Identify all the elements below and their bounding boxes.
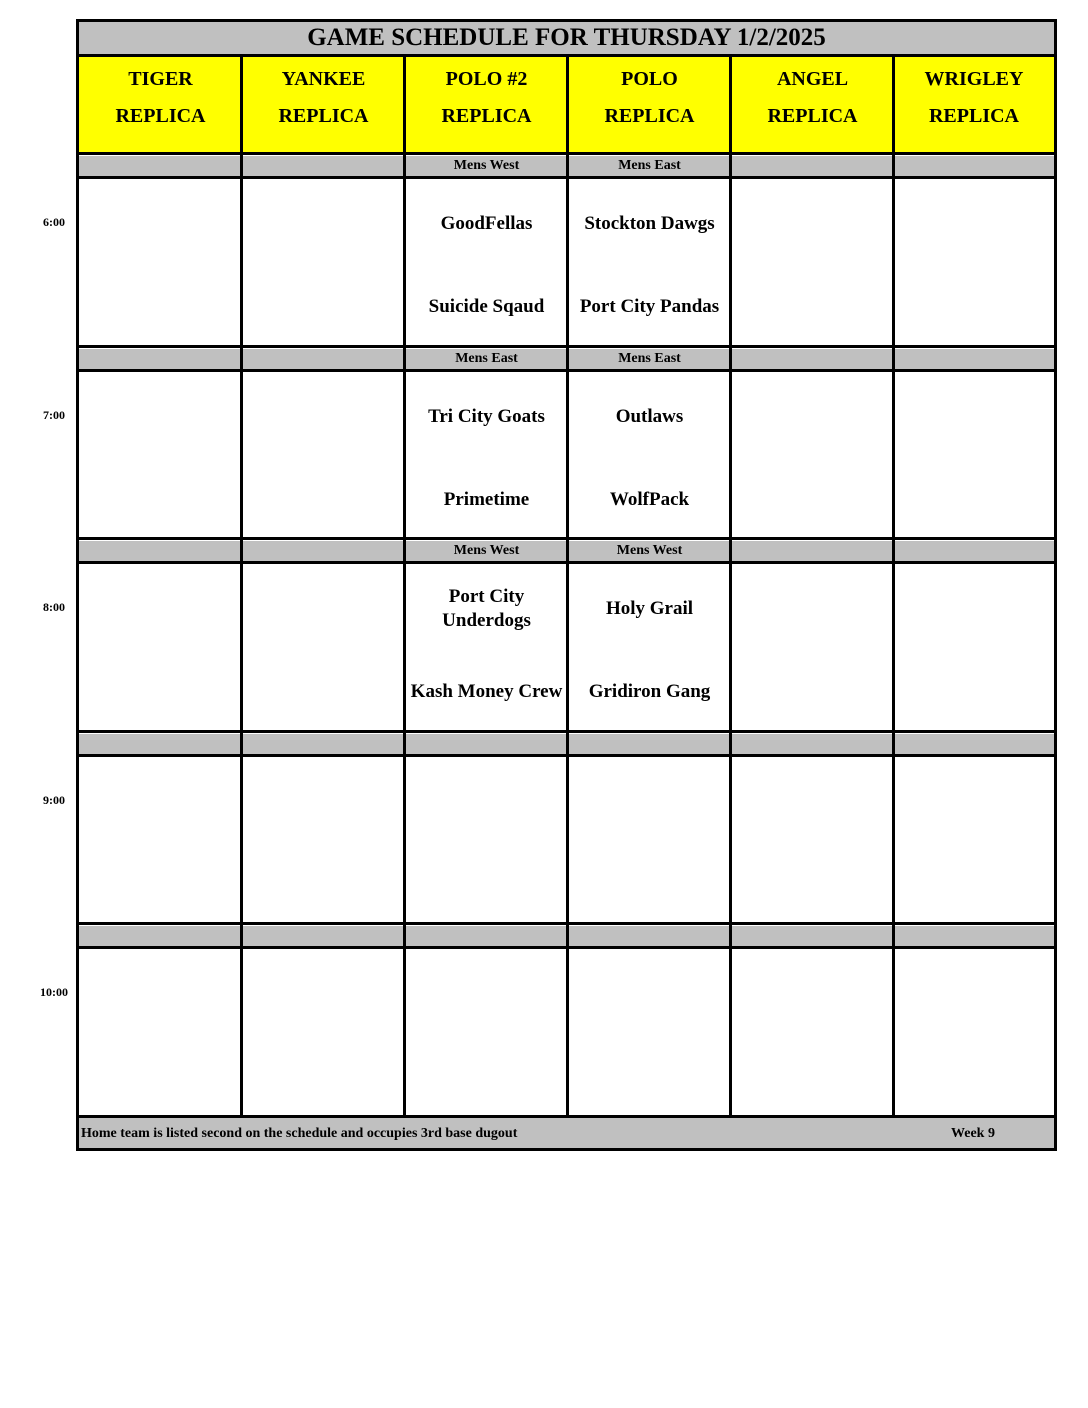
field-header (568, 56, 731, 152)
home-team: Suicide Sqaud (428, 296, 545, 317)
time-label: 7:00 (43, 408, 65, 422)
field-name: POLO #2 (445, 68, 528, 90)
field-surface: REPLICA (928, 105, 1019, 127)
week-label: Week 9 (951, 1126, 995, 1141)
division-strip (894, 926, 1054, 946)
home-team: Primetime (443, 489, 530, 510)
division-strip (242, 541, 405, 561)
field-header (79, 56, 242, 152)
field-surface: REPLICA (767, 105, 858, 127)
field-name: POLO (621, 68, 678, 90)
time-label: 9:00 (43, 793, 65, 807)
division-strip (242, 734, 405, 754)
division-strip (79, 156, 242, 176)
home-team: WolfPack (609, 489, 690, 510)
field-name: YANKEE (281, 68, 366, 90)
division-strip (731, 734, 894, 754)
field-name: ANGEL (776, 68, 849, 90)
grid-line (240, 56, 243, 1116)
home-team: Port City Pandas (579, 296, 720, 317)
away-team: Stockton Dawgs (584, 213, 715, 234)
away-team: Tri City Goats (428, 406, 545, 427)
division-strip (731, 156, 894, 176)
division-strip (731, 349, 894, 369)
time-label: 6:00 (43, 215, 65, 229)
division-strip (894, 349, 1054, 369)
division-strip (405, 734, 568, 754)
footer-note: Home team is listed second on the schedule and occupies 3rd base dugout (81, 1126, 518, 1141)
grid-line (729, 56, 732, 1116)
division-strip (731, 926, 894, 946)
division-label: Mens East (568, 349, 731, 369)
home-team: Kash Money Crew (410, 681, 563, 702)
division-strip (242, 349, 405, 369)
division-strip (894, 156, 1054, 176)
field-header (731, 56, 894, 152)
field-header (894, 56, 1054, 152)
away-team: GoodFellas (440, 213, 533, 234)
division-label: Mens West (405, 156, 568, 176)
division-label: Mens West (405, 541, 568, 561)
grid-line (566, 56, 569, 1116)
footer-bar (79, 1118, 1054, 1148)
division-strip (242, 156, 405, 176)
time-label: 8:00 (43, 600, 65, 614)
division-strip (79, 734, 242, 754)
time-label: 10:00 (40, 985, 68, 999)
division-strip (79, 541, 242, 561)
grid-line (892, 56, 895, 1116)
field-name: WRIGLEY (924, 68, 1024, 90)
division-label: Mens East (405, 349, 568, 369)
home-team: Gridiron Gang (588, 681, 711, 702)
field-header (405, 56, 568, 152)
field-header (242, 56, 405, 152)
division-label: Mens West (568, 541, 731, 561)
division-strip (894, 734, 1054, 754)
grid-line (403, 56, 406, 1116)
division-strip (79, 926, 242, 946)
field-surface: REPLICA (604, 105, 695, 127)
division-strip (894, 541, 1054, 561)
division-strip (568, 734, 731, 754)
away-team: Outlaws (615, 406, 684, 427)
division-strip (242, 926, 405, 946)
field-surface: REPLICA (115, 105, 206, 127)
away-team: Holy Grail (605, 598, 694, 619)
division-strip (568, 926, 731, 946)
division-strip (79, 349, 242, 369)
field-surface: REPLICA (278, 105, 369, 127)
field-surface: REPLICA (441, 105, 532, 127)
field-name: TIGER (128, 68, 193, 90)
division-label: Mens East (568, 156, 731, 176)
division-strip (405, 926, 568, 946)
division-strip (731, 541, 894, 561)
away-team: Port City Underdogs (442, 586, 531, 631)
page-title: GAME SCHEDULE FOR THURSDAY 1/2/2025 (79, 22, 1054, 54)
